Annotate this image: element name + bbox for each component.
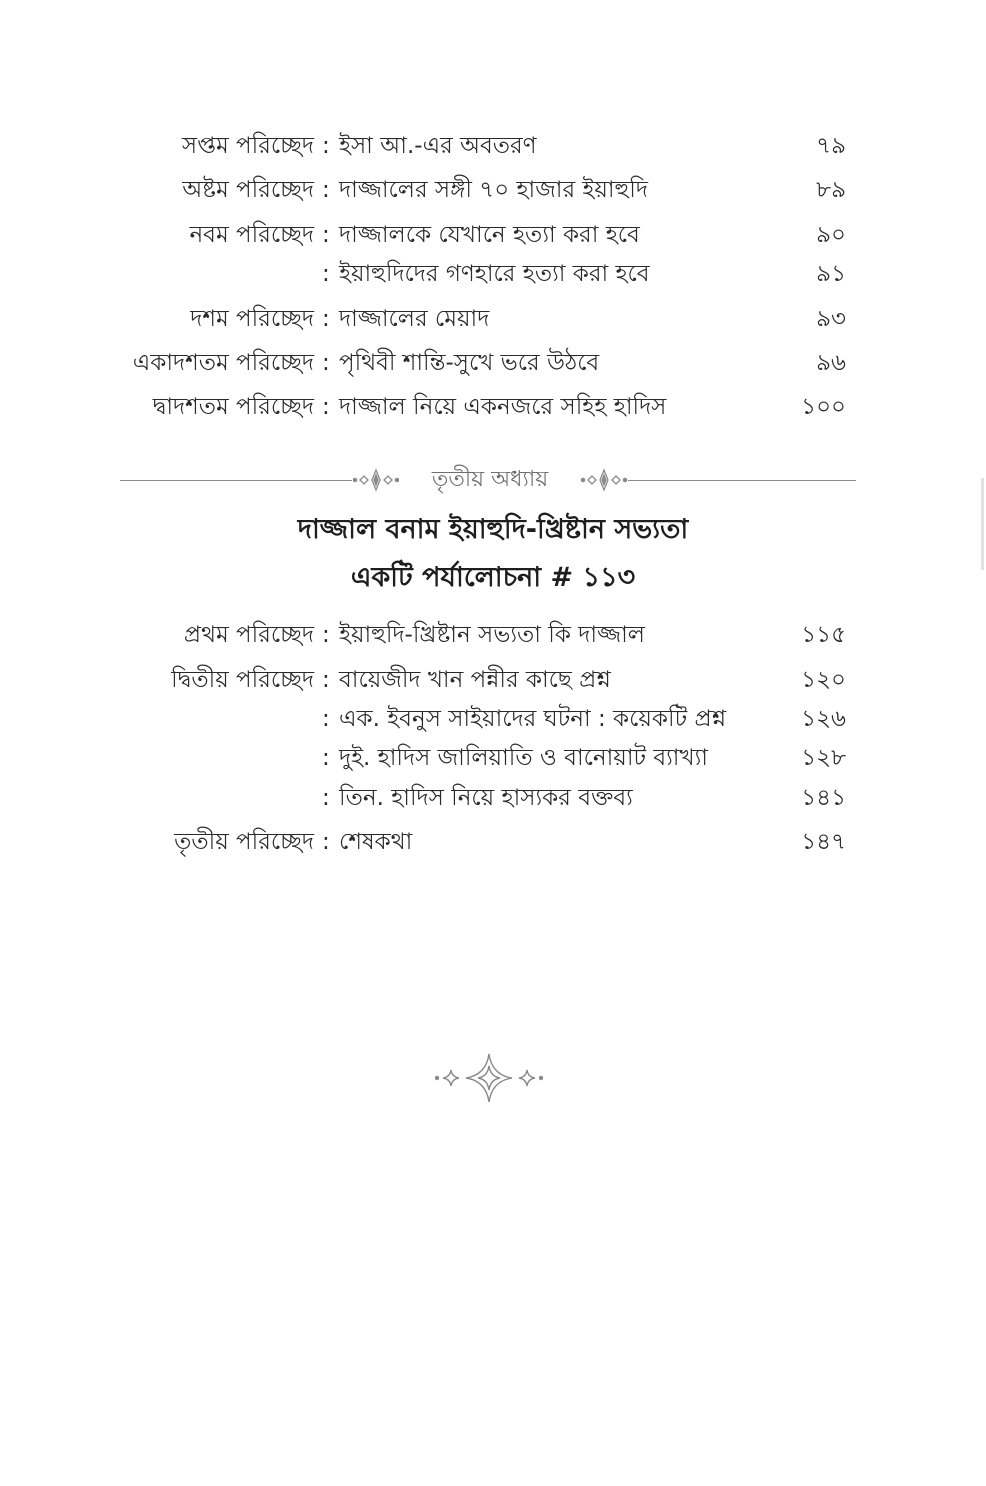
section-heading-title: দাজ্জাল বনাম ইয়াহুদি-খ্রিষ্টান সভ্যতা bbox=[297, 514, 689, 545]
toc-entry-title: শেষকথা bbox=[339, 829, 413, 855]
toc-colon: : bbox=[322, 745, 330, 771]
toc-page-number: ১৪৭ bbox=[801, 829, 846, 855]
toc-colon: : bbox=[322, 394, 330, 420]
toc-colon: : bbox=[322, 350, 330, 376]
toc-page-number: ১২৬ bbox=[801, 706, 846, 732]
toc-row bbox=[0, 299, 986, 339]
toc-page-number: ৮৯ bbox=[816, 177, 846, 203]
toc-chapter-label: দ্বাদশতম পরিচ্ছেদ bbox=[152, 394, 314, 420]
toc-entry-title: বায়েজীদ খান পন্নীর কাছে প্রশ্ন bbox=[339, 667, 611, 693]
toc-colon: : bbox=[322, 706, 330, 732]
toc-entry-title: দাজ্জালের সঙ্গী ৭০ হাজার ইয়াহুদি bbox=[339, 177, 648, 203]
toc-row bbox=[0, 822, 986, 862]
toc-row bbox=[0, 738, 986, 778]
toc-page-number: ১০০ bbox=[801, 394, 846, 420]
toc-row bbox=[0, 387, 986, 427]
toc-row bbox=[0, 778, 986, 818]
toc-chapter-label: প্রথম পরিচ্ছেদ bbox=[183, 622, 314, 648]
toc-chapter-label: অষ্টম পরিচ্ছেদ bbox=[182, 177, 314, 203]
toc-colon: : bbox=[322, 306, 330, 332]
toc-colon: : bbox=[322, 133, 330, 159]
toc-row bbox=[0, 215, 986, 255]
toc-colon: : bbox=[322, 829, 330, 855]
toc-entry-title: পৃথিবী শান্তি-সুখে ভরে উঠবে bbox=[339, 350, 600, 376]
diamond-ornament-icon bbox=[578, 466, 630, 494]
toc-colon: : bbox=[322, 222, 330, 248]
toc-entry-title: দাজ্জাল নিয়ে একনজরে সহিহ হাদিস bbox=[339, 394, 667, 420]
toc-colon: : bbox=[322, 261, 330, 287]
diamond-ornament-icon bbox=[350, 466, 402, 494]
toc-row bbox=[0, 126, 986, 166]
divider-rule-right bbox=[628, 480, 856, 481]
page-edge-shadow bbox=[981, 478, 984, 570]
toc-colon: : bbox=[322, 667, 330, 693]
toc-entry-title: এক. ইবনুস সাইয়াদের ঘটনা : কয়েকটি প্রশ্ন bbox=[339, 706, 727, 732]
toc-chapter-label: তৃতীয় পরিচ্ছেদ bbox=[174, 829, 314, 855]
toc-row bbox=[0, 343, 986, 383]
toc-row bbox=[0, 170, 986, 210]
toc-entry-title: তিন. হাদিস নিয়ে হাস্যকর বক্তব্য bbox=[339, 785, 633, 811]
toc-chapter-label: একাদশতম পরিচ্ছেদ bbox=[132, 350, 314, 376]
toc-entry-title: দাজ্জালের মেয়াদ bbox=[339, 306, 490, 332]
toc-page-number: ৯১ bbox=[816, 261, 846, 287]
divider-rule-left bbox=[120, 480, 352, 481]
toc-page-number: ৯৩ bbox=[816, 306, 846, 332]
toc-entry-title: ইয়াহুদি-খ্রিষ্টান সভ্যতা কি দাজ্জাল bbox=[339, 622, 645, 648]
toc-chapter-label: দ্বিতীয় পরিচ্ছেদ bbox=[171, 667, 314, 693]
toc-page-number: ৯৬ bbox=[816, 350, 846, 376]
toc-chapter-label: নবম পরিচ্ছেদ bbox=[189, 222, 314, 248]
toc-row bbox=[0, 615, 986, 655]
toc-entry-title: দুই. হাদিস জালিয়াতি ও বানোয়াট ব্যাখ্যা bbox=[339, 745, 708, 771]
toc-page-number: ৯০ bbox=[816, 222, 846, 248]
star-ornament-icon bbox=[434, 1050, 544, 1106]
toc-chapter-label: সপ্তম পরিচ্ছেদ bbox=[181, 133, 314, 159]
toc-row bbox=[0, 699, 986, 739]
toc-colon: : bbox=[322, 622, 330, 648]
toc-page-number: ১৪১ bbox=[801, 785, 846, 811]
chapter-label: তৃতীয় অধ্যায় bbox=[431, 467, 549, 492]
toc-chapter-label: দশম পরিচ্ছেদ bbox=[190, 306, 314, 332]
toc-colon: : bbox=[322, 177, 330, 203]
toc-row bbox=[0, 254, 986, 294]
toc-entry-title: ইয়াহুদিদের গণহারে হত্যা করা হবে bbox=[339, 261, 650, 287]
chapter-divider bbox=[120, 462, 856, 498]
section-heading-subtitle: একটি পর্যালোচনা # ১১৩ bbox=[350, 562, 636, 593]
toc-entry-title: দাজ্জালকে যেখানে হত্যা করা হবে bbox=[339, 222, 640, 248]
toc-page-number: ১১৫ bbox=[801, 622, 846, 648]
toc-entry-title: ইসা আ.-এর অবতরণ bbox=[339, 133, 537, 159]
toc-page-number: ১২০ bbox=[801, 667, 846, 693]
toc-row bbox=[0, 660, 986, 700]
toc-colon: : bbox=[322, 785, 330, 811]
toc-page-number: ৭৯ bbox=[816, 133, 846, 159]
toc-page-number: ১২৮ bbox=[801, 745, 846, 771]
